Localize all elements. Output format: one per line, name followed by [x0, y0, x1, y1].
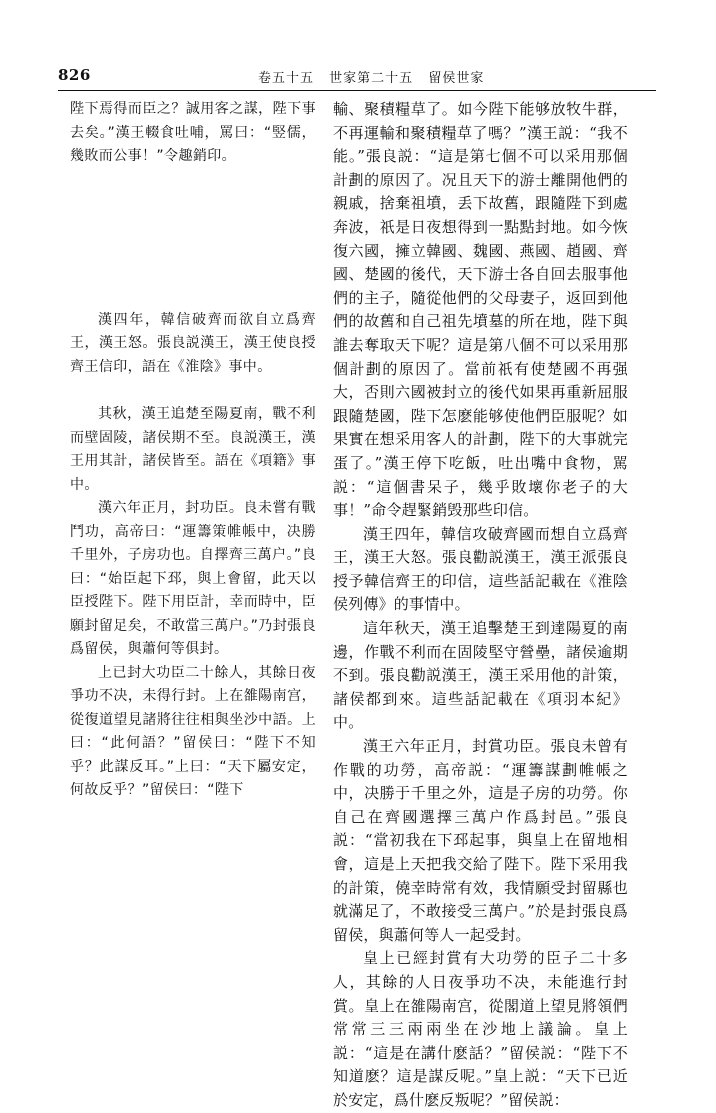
original-paragraph: 陛下焉得而臣之？誠用客之謀，陛下事去矣。”漢王輟食吐哺，罵曰：“竪儒，幾敗而公事！”令趣銷印。	[70, 101, 316, 164]
section-label: 世家第二十五	[329, 71, 414, 86]
original-text-column	[70, 98, 316, 960]
volume-label: 卷五十五	[258, 71, 315, 86]
header-rule	[58, 90, 656, 91]
chapter-label: 留侯世家	[428, 71, 485, 86]
translation-paragraph: 漢王六年正月，封賞功臣。張良未曾有作戰的功勞，高帝説：“運籌謀劃帷帳之中，决勝于千里之外，這是子房的功勞。你自己在齊國選擇三萬户作爲封邑。”張良説：“當初我在下邳起事，與皇上在留地相會，這是上天把我交給了陛下。陛下采用我的計策，僥幸時常有效，我情願受封留縣也就滿足了，不敢接受三萬户。”於是封張良爲留侯，與蕭何等人一起受封。	[333, 737, 628, 944]
translation-paragraph: 輸、聚積糧草了。如今陛下能够放牧牛群，不再運輸和聚積糧草了嗎？”漢王説：“我不能。”張良説：“這是第七個不可以采用那個計劃的原因了。况且天下的游士離開他們的親戚，捨棄祖墳，丢下故舊，跟隨陛下到處奔波，祇是日夜想得到一點點封地。如今恢復六國，擁立韓國、魏國、燕國、趙國、齊國、楚國的後代，天下游士各自回去服事他們的主子，隨從他們的父母妻子，返回到他們的故舊和自己祖先墳墓的所在地，陛下與誰去奪取天下呢？這是第八個不可以采用那個計劃的原因了。當前祇有使楚國不再强大，否則六國被封立的後代如果再重新屈服跟隨楚國，陛下怎麽能够使他們臣服呢？如果實在想采用客人的計劃，陛下的大事就完蛋了。”漢王停下吃飯，吐出嘴中食物，駡説：“這個書呆子，幾乎敗壞你老子的大事！”命令趕緊銷毁那些印信。	[333, 100, 628, 520]
translation-paragraph: 這年秋天，漢王追擊楚王到達陽夏的南邊，作戰不利而在固陵堅守營壘，諸侯逾期不到。張良勸説漢王，漢王采用他的計策，諸侯都到來。這些話記載在《項羽本紀》中。	[333, 619, 628, 732]
original-paragraph: 其秋，漢王追楚至陽夏南，戰不利而壁固陵，諸侯期不至。良説漢王，漢王用其計，諸侯皆至。語在《項籍》事中。	[70, 406, 316, 493]
page-number: 826	[58, 66, 91, 84]
translation-paragraph: 皇上已經封賞有大功勞的臣子二十多人，其餘的人日夜爭功不决，未能進行封賞。皇上在雒陽南宫，從閣道上望見將領們常常三三兩兩坐在沙地上議論。皇上説：“這是在講什麽話？”留侯説：“陛下不知道麽？這是謀反呢。”皇上説：“天下已近於安定，爲什麽反叛呢？”留侯説：	[333, 949, 628, 1109]
original-paragraph: 漢四年，韓信破齊而欲自立爲齊王，漢王怒。張良説漢王，漢王使良授齊王信印，語在《淮陰》事中。	[70, 311, 316, 375]
translation-column	[333, 98, 628, 1109]
original-paragraph: 上已封大功臣二十餘人，其餘日夜爭功不决，未得行封。上在雒陽南宫，從復道望見諸將往往相與坐沙中語。上曰：“此何語？”留侯曰：“陛下不知乎？此謀反耳。”上曰：“天下屬安定，何故反乎？”留侯曰：“陛下	[70, 664, 316, 798]
translation-paragraph: 漢王四年，韓信攻破齊國而想自立爲齊王，漢王大怒。張良勸説漢王，漢王派張良授予韓信齊王的印信，這些話記載在《淮陰侯列傳》的事情中。	[333, 524, 628, 614]
running-header	[258, 67, 494, 86]
original-paragraph: 漢六年正月，封功臣。良未嘗有戰鬥功，高帝曰：“運籌策帷帳中，决勝千里外，子房功也。自擇齊三萬户。”良曰：“始臣起下邳，與上會留，此天以臣授陛下。陛下用臣計，幸而時中，臣願封留足矣，不敢當三萬户。”乃封張良爲留侯，與蕭何等俱封。	[70, 500, 316, 657]
